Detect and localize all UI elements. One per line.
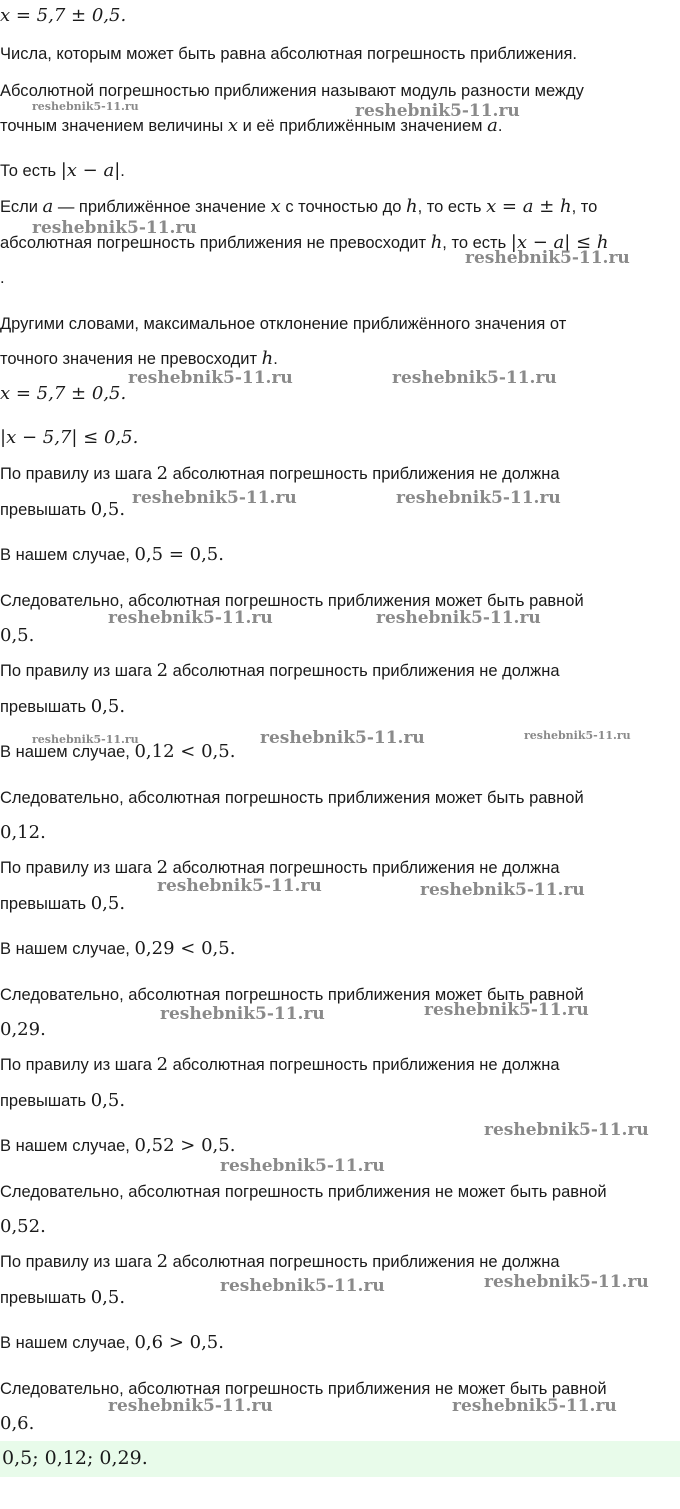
text: точным значением величины bbox=[0, 117, 224, 135]
watermark: reshebnik5-11.ru bbox=[108, 1396, 273, 1416]
text: , то есть bbox=[417, 198, 482, 216]
watermark: reshebnik5-11.ru bbox=[220, 1156, 385, 1176]
math-var: a bbox=[42, 196, 54, 217]
text: превышать bbox=[0, 501, 87, 519]
watermark: reshebnik5-11.ru bbox=[484, 1120, 649, 1140]
math-expression: |x − a| ≤ h bbox=[510, 232, 609, 253]
text: . bbox=[273, 350, 278, 368]
math-number: 0,5. bbox=[90, 1090, 126, 1111]
text: В нашем случае, bbox=[0, 940, 130, 958]
text: По правилу из шага bbox=[0, 1253, 152, 1271]
paragraph bbox=[0, 499, 125, 521]
paragraph: . bbox=[0, 269, 5, 287]
paragraph: Абсолютной погрешностью приближения называют модуль разности между bbox=[0, 82, 584, 100]
text: превышать bbox=[0, 698, 87, 716]
watermark: reshebnik5-11.ru bbox=[524, 729, 631, 742]
watermark: reshebnik5-11.ru bbox=[420, 880, 585, 900]
paragraph bbox=[0, 160, 125, 182]
math-var: h bbox=[430, 232, 443, 253]
paragraph bbox=[0, 1332, 224, 1354]
watermark: reshebnik5-11.ru bbox=[157, 876, 322, 896]
math-number: 2 bbox=[156, 463, 169, 484]
math-expression: 0,5 = 0,5. bbox=[134, 544, 224, 565]
text: То есть bbox=[0, 162, 57, 180]
math-number: 2 bbox=[156, 1054, 169, 1075]
watermark: reshebnik5-11.ru bbox=[108, 608, 273, 628]
math-expression: x = 5,7 ± 0,5. bbox=[0, 5, 127, 26]
text: точного значения не превосходит bbox=[0, 350, 258, 368]
paragraph bbox=[0, 893, 125, 915]
text: По правилу из шага bbox=[0, 465, 152, 483]
text: Если bbox=[0, 198, 38, 216]
paragraph: Другими словами, максимальное отклонение приближённого значения от bbox=[0, 315, 567, 333]
text: и её приближённым значением bbox=[242, 117, 483, 135]
watermark: reshebnik5-11.ru bbox=[160, 1004, 325, 1024]
math-number: 0,5. bbox=[0, 625, 35, 646]
text: , то bbox=[571, 198, 598, 216]
text: абсолютная погрешность приближения не превосходит bbox=[0, 234, 427, 252]
math-expression: 0,29 < 0,5. bbox=[134, 938, 236, 959]
paragraph bbox=[0, 1251, 560, 1273]
watermark: reshebnik5-11.ru bbox=[376, 608, 541, 628]
watermark: reshebnik5-11.ru bbox=[32, 733, 139, 746]
paragraph: Следовательно, абсолютная погрешность приближения может быть равной bbox=[0, 986, 584, 1004]
text: абсолютная погрешность приближения не должна bbox=[172, 1056, 560, 1074]
math-number: 2 bbox=[156, 857, 169, 878]
paragraph bbox=[0, 938, 235, 960]
watermark: reshebnik5-11.ru bbox=[132, 488, 297, 508]
text: абсолютная погрешность приближения не должна bbox=[172, 465, 560, 483]
math-number: 0,29. bbox=[0, 1019, 46, 1040]
math-var: x bbox=[270, 196, 281, 217]
math-number: 0,5. bbox=[90, 696, 126, 717]
watermark: reshebnik5-11.ru bbox=[396, 488, 561, 508]
text: превышать bbox=[0, 1289, 87, 1307]
text: По правилу из шага bbox=[0, 662, 152, 680]
text: . bbox=[497, 117, 503, 135]
paragraph: Числа, которым может быть равна абсолютная погрешность приближения. bbox=[0, 45, 577, 63]
math-expression: |x − a| bbox=[60, 160, 121, 181]
paragraph: Следовательно, абсолютная погрешность приближения не может быть равной bbox=[0, 1183, 607, 1201]
watermark: reshebnik5-11.ru bbox=[220, 1276, 385, 1296]
paragraph: Следовательно, абсолютная погрешность приближения не может быть равной bbox=[0, 1380, 607, 1398]
watermark: reshebnik5-11.ru bbox=[355, 101, 520, 121]
watermark: reshebnik5-11.ru bbox=[424, 1000, 589, 1020]
math-var: x bbox=[227, 115, 238, 136]
paragraph: Следовательно, абсолютная погрешность приближения может быть равной bbox=[0, 789, 584, 807]
answer-text: 0,5; 0,12; 0,29. bbox=[2, 1447, 148, 1469]
math-number: 0,6. bbox=[0, 1413, 35, 1434]
paragraph bbox=[0, 196, 597, 218]
math-expression: x = a ± h bbox=[486, 196, 572, 217]
math-number: 2 bbox=[156, 1251, 169, 1272]
text: — приближённое значение bbox=[57, 198, 266, 216]
paragraph: Следовательно, абсолютная погрешность приближения может быть равной bbox=[0, 592, 584, 610]
math-number: 0,5. bbox=[90, 893, 126, 914]
watermark: reshebnik5-11.ru bbox=[484, 1272, 649, 1292]
math-var: h bbox=[261, 348, 274, 369]
math-var: a bbox=[487, 115, 498, 136]
paragraph bbox=[0, 348, 278, 370]
paragraph bbox=[0, 463, 560, 485]
text: В нашем случае, bbox=[0, 1334, 130, 1352]
paragraph bbox=[0, 1287, 125, 1309]
text: В нашем случае, bbox=[0, 546, 130, 564]
math-expression: |x − 5,7| ≤ 0,5. bbox=[0, 427, 139, 448]
text: с точностью до bbox=[285, 198, 402, 216]
text: По правилу из шага bbox=[0, 1056, 152, 1074]
math-number: 0,5. bbox=[90, 499, 126, 520]
text: абсолютная погрешность приближения не должна bbox=[172, 859, 560, 877]
math-number: 0,12. bbox=[0, 822, 46, 843]
text: абсолютная погрешность приближения не должна bbox=[172, 1253, 560, 1271]
text: абсолютная погрешность приближения не должна bbox=[172, 662, 560, 680]
watermark: reshebnik5-11.ru bbox=[465, 248, 630, 268]
watermark: reshebnik5-11.ru bbox=[392, 368, 557, 388]
text: По правилу из шага bbox=[0, 859, 152, 877]
text: В нашем случае, bbox=[0, 743, 130, 761]
math-number: 0,5. bbox=[90, 1287, 126, 1308]
watermark: reshebnik5-11.ru bbox=[32, 100, 139, 113]
watermark: reshebnik5-11.ru bbox=[452, 1396, 617, 1416]
text: превышать bbox=[0, 895, 87, 913]
math-expression: 0,12 < 0,5. bbox=[134, 741, 236, 762]
text: . bbox=[120, 162, 125, 180]
paragraph bbox=[0, 1135, 235, 1157]
paragraph bbox=[0, 696, 125, 718]
math-number: 2 bbox=[156, 660, 169, 681]
math-number: 0,52. bbox=[0, 1216, 46, 1237]
math-expression: x = 5,7 ± 0,5. bbox=[0, 383, 127, 404]
math-expression: 0,52 > 0,5. bbox=[134, 1135, 236, 1156]
paragraph bbox=[0, 660, 560, 682]
watermark: reshebnik5-11.ru bbox=[32, 218, 197, 238]
text: В нашем случае, bbox=[0, 1137, 130, 1155]
text: превышать bbox=[0, 1092, 87, 1110]
paragraph bbox=[0, 1090, 125, 1112]
text: , то есть bbox=[442, 234, 507, 252]
paragraph bbox=[0, 1054, 560, 1076]
watermark: reshebnik5-11.ru bbox=[260, 728, 425, 748]
watermark: reshebnik5-11.ru bbox=[128, 368, 293, 388]
answer-box bbox=[0, 1441, 680, 1477]
paragraph bbox=[0, 544, 224, 566]
math-expression: 0,6 > 0,5. bbox=[134, 1332, 224, 1353]
math-var: h bbox=[405, 196, 418, 217]
